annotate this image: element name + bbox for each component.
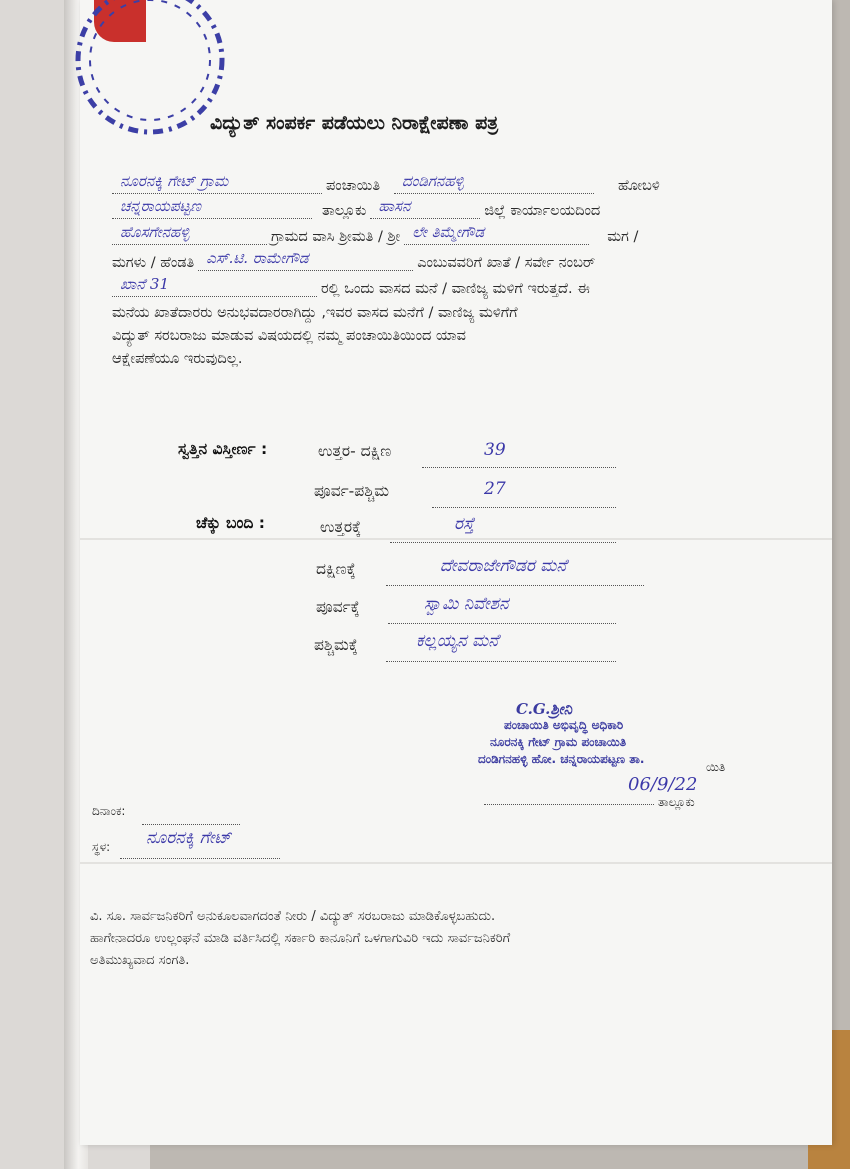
paragraph-line: ಮನೆಯ ಖಾತೆದಾರರು ಅನುಭವದಾರರಾಗಿದ್ದು ,ಇವರ ವಾಸದ ಮನೆಗೆ / ವಾಣಿಜ್ಯ ಮಳಿಗೆಗೆ: [112, 305, 518, 321]
note-line: ಹಾಗೇನಾದರೂ ಉಲ್ಲಂಘನೆ ಮಾಡಿ ವರ್ತಿಸಿದಲ್ಲಿ ಸರ್ಕಾರಿ ಕಾನೂನಿಗೆ ಒಳಗಾಗುವಿರಿ ಇದು ಸಾರ್ವಜನಿಕರಿಗೆ: [90, 931, 511, 946]
south-label: ದಕ್ಷಿಣಕ್ಕೆ: [316, 560, 356, 578]
taluk-footer-label: ತಾಲ್ಲೂಕು: [658, 795, 695, 809]
east-west-value: 27: [484, 479, 506, 499]
khata-handwritten: ಖಾನೆ 31: [120, 275, 170, 293]
panchayat-label: ಪಂಚಾಯಿತಿ: [326, 178, 380, 194]
boundary-label: ಚೆಕ್ಕು ಬಂದಿ :: [196, 514, 265, 532]
north-south-value: 39: [484, 440, 506, 460]
form-line-5: [112, 271, 594, 297]
officer-seal: [478, 700, 778, 767]
east-value: ಸ್ವಾಮಿ ನಿವೇಶನ: [424, 594, 509, 614]
place-label: ಸ್ಥಳ:: [92, 840, 111, 854]
note-line: ವಿ. ಸೂ. ಸಾರ್ವಜನಿಕರಿಗೆ ಅನುಕೂಲವಾಗದಂತೆ ನೀರು / ವಿದ್ಯುತ್ ಸರಬರಾಜು ಮಾಡಿಕೊಳ್ಳಬಹುದು.: [90, 909, 496, 924]
dotted-line: [484, 784, 654, 805]
north-south-label: ಉತ್ತರ- ದಕ್ಷಿಣ: [318, 442, 392, 460]
person-handwritten: ಎಸ್.ಟಿ. ರಾಮೇಗೌಡ: [206, 249, 309, 267]
date-label: ದಿನಾಂಕ:: [92, 804, 126, 818]
taluk-handwritten: ಚನ್ನರಾಯಪಟ್ಟಣ: [120, 197, 202, 215]
dotted-line: [142, 804, 240, 825]
paper-fold: [80, 862, 832, 864]
seal-panchayat: ನೂರನಕ್ಕಿ ಗೇಟ್ ಗ್ರಾಮ ಪಂಚಾಯಿತಿ: [490, 735, 627, 749]
north-label: ಉತ್ತರಕ್ಕೆ: [320, 518, 362, 536]
east-label: ಪೂರ್ವಕ್ಕೆ: [316, 598, 360, 616]
form-line-3: [112, 219, 642, 245]
dotted-line: [422, 447, 616, 468]
magalu-label: ಮಗಳು / ಹೆಂಡತಿ: [112, 255, 195, 271]
dotted-line: [432, 487, 616, 508]
round-seal-stamp: [70, 0, 240, 170]
paragraph-line: ಆಕ್ಷೇಪಣೆಯೂ ಇರುವುದಿಲ್ಲ.: [112, 351, 243, 367]
form-line-2: [112, 193, 604, 219]
khata-label: ಎಂಬುವವರಿಗೆ ಖಾತೆ / ಸರ್ವೇ ನಂಬರ್: [417, 255, 596, 271]
east-west-label: ಪೂರ್ವ-ಪಶ್ಚಿಮ: [314, 482, 389, 500]
grama-label: ಗ್ರಾಮದ ವಾಸಿ ಶ್ರೀಮತಿ / ಶ್ರೀ: [271, 229, 401, 245]
seal-address: ದಂಡಿಗನಹಳ್ಳಿ ಹೋ. ಚನ್ನರಾಯಪಟ್ಟಣ ತಾ.: [478, 752, 645, 766]
hobli-label: ಹೋಬಳಿ: [618, 178, 660, 194]
form-line-1: [112, 168, 664, 194]
seal-designation: ಪಂಚಾಯಿತಿ ಅಭಿವೃದ್ಧಿ ಅಧಿಕಾರಿ: [504, 718, 624, 732]
officer-signature: C.G.ಶ್ರೀನಿ: [516, 700, 572, 718]
district-label: ಜಿಲ್ಲೆ ಕಾರ್ಯಾಲಯದಿಂದ: [484, 203, 601, 219]
grama-handwritten: ಹೊಸಗೇನಹಳ್ಳಿ: [120, 223, 190, 241]
signature-date: 06/9/22: [628, 774, 698, 795]
name-handwritten: ಲೇ ತಿಮ್ಮೇಗೌಡ: [412, 223, 485, 241]
west-label: ಪಶ್ಚಿಮಕ್ಕೆ: [314, 636, 358, 654]
form-line-4: [112, 245, 599, 271]
body-paragraph: [112, 302, 742, 371]
district-handwritten: ಹಾಸನ: [378, 197, 411, 215]
line5-text: ರಲ್ಲಿ ಒಂದು ವಾಸದ ಮನೆ / ವಾಣಿಜ್ಯ ಮಳಿಗೆ ಇರುತ್ತದೆ. ಈ: [321, 281, 590, 297]
area-label: ಸ್ವತ್ತಿನ ವಿಸ್ತೀರ್ಣ :: [178, 440, 268, 458]
north-value: ರಸ್ತೆ: [454, 514, 475, 534]
south-value: ದೇವರಾಜೇಗೌಡರ ಮನೆ: [440, 556, 567, 576]
dotted-line: [390, 522, 616, 543]
footnote: [90, 906, 730, 972]
panchayat-word: ಯಿತಿ: [706, 760, 726, 774]
document-title: ವಿದ್ಯುತ್ ಸಂಪರ್ಕ ಪಡೆಯಲು ನಿರಾಕ್ಷೇಪಣಾ ಪತ್ರ: [210, 112, 499, 134]
paragraph-line: ವಿದ್ಯುತ್ ಸರಬರಾಜು ಮಾಡುವ ವಿಷಯದಲ್ಲಿ ನಮ್ಮ ಪಂಚಾಯಿತಿಯಿಂದ ಯಾವ: [112, 328, 466, 344]
maga-label: ಮಗ /: [607, 229, 639, 245]
west-value: ಕಲ್ಲಯ್ಯನ ಮನೆ: [416, 631, 499, 651]
note-line: ಅತಿಮುಖ್ಯವಾದ ಸಂಗತಿ.: [90, 953, 190, 968]
taluk-label: ತಾಲ್ಲೂಕು: [322, 203, 367, 219]
hobli-handwritten: ದಂಡಿಗನಹಳ್ಳಿ: [402, 172, 464, 190]
village-handwritten: ನೂರನಕ್ಕಿ ಗೇಟ್ ಗ್ರಾಮ: [120, 172, 229, 190]
place-value: ನೂರನಕ್ಕಿ ಗೇಟ್: [146, 828, 232, 848]
